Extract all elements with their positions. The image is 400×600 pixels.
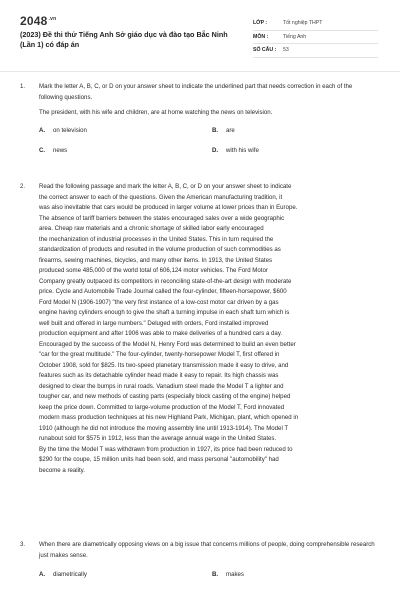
- passage-line: runabout sold for $575 in 1912, less than the average annual wage in the United States.: [39, 435, 277, 442]
- passage-line: Encouraged by the success of the Model N, Henry Ford was determined to build an even better: [39, 340, 296, 348]
- question-number: 1.: [20, 83, 26, 90]
- passage-line: tougher car, and new methods of casting parts (especially block casting of the engine) helped: [39, 393, 291, 400]
- option-d[interactable]: D. with his wife: [212, 146, 259, 154]
- passage-line: 1910 (although he did not introduce the moving assembly line until 1913-1914). The Model T: [39, 424, 289, 432]
- passage-line: engine having cylinders enough to give the shaft a turning impulse in each shaft turn which is: [39, 309, 290, 316]
- passage-line: By the time the Model T was withdrawn from production in 1927, its price had been reduced to: [39, 445, 293, 453]
- page-header: [0, 0, 400, 70]
- passage-line: become a reality.: [39, 466, 85, 474]
- exam-title: (2023) Đề thi thử Tiếng Anh Sở giáo dục và đào tạo Bắc Ninh (Lần 1) có đáp án: [20, 30, 228, 49]
- meta-row-count: [253, 44, 378, 58]
- answer-options: [39, 126, 380, 160]
- passage-line: standardization of products and resulted in the volume production of such commodities as: [39, 246, 281, 253]
- passage-line: was also inevitable that cars would be produced in larger volume at lower prices than in Europe.: [39, 204, 298, 211]
- logo-suffix: .vn: [48, 16, 57, 22]
- passage-line: produced some 485,000 of the world total of 606,124 motor vehicles. The Ford Motor: [39, 267, 268, 274]
- passage-line: keep the price down. Committed to large-volume production of the Model T, Ford innovated: [39, 403, 285, 411]
- meta-value: Tiếng Anh: [283, 33, 307, 40]
- passage-line: firearms, sewing machines, bicycles, and many other items. In 1913, the United States: [39, 256, 273, 264]
- site-logo[interactable]: [20, 14, 56, 28]
- reading-passage: [39, 182, 377, 476]
- passage-line: October 1908, sold for $825. Its two-speed planetary transmission made it easy to drive, and: [39, 361, 289, 369]
- meta-value: 53: [283, 47, 289, 54]
- meta-row-class: [253, 17, 378, 31]
- passage-line: Ford Model N (1906-1907) "the very first instance of a low-cost motor car driven by a gas: [39, 298, 279, 306]
- option-a[interactable]: A. on television: [39, 126, 87, 134]
- passage-line: production equipment and after 1906 was able to make deliveries of a hundred cars a day.: [39, 330, 283, 337]
- passage-line: the correct answer to each of the questions. Given the American manufacturing tradition, it: [39, 193, 283, 201]
- logo-text: 2048: [20, 14, 48, 28]
- meta-label: LỚP :: [253, 20, 268, 27]
- passage-line: features such as its detachable cylinder head made it easy to repair. Its high chassis was: [39, 372, 279, 379]
- question-3: [20, 540, 380, 590]
- passage-line: area. Cheap raw materials and a chronic shortage of skilled labor early encouraged: [39, 225, 264, 232]
- passage-line: The absence of tariff barriers between the states encouraged sales over a wide geographic: [39, 214, 285, 222]
- option-b[interactable]: B. are: [212, 126, 235, 134]
- question-instruction: Mark the letter A, B, C, or D on your answer sheet to indicate the underlined part that needs correction in each of the following questions.: [39, 83, 353, 101]
- passage-line: designed to clear the bumps in rural roads. Vanadium steel made the Model T a lighter and: [39, 382, 284, 390]
- question-sentence: The president, with his wife and children, are at home watching the news on television.: [39, 109, 273, 116]
- exam-meta: [253, 17, 378, 58]
- option-a[interactable]: A. diametrically: [39, 571, 87, 578]
- passage-line: "car for the great multitude." The four-cylinder, twenty-horsepower Model T, first offered in: [39, 351, 280, 358]
- meta-label: SỐ CÂU :: [253, 47, 277, 54]
- passage-line: the mechanization of industrial processes in the United States. This in turn required the: [39, 235, 274, 243]
- meta-label: MÔN :: [253, 33, 269, 40]
- passage-line: modern mass production techniques at his new Highland Park, Michigan, plant, which opened in: [39, 414, 299, 421]
- meta-row-subject: [253, 31, 378, 45]
- question-number: 2.: [20, 183, 26, 190]
- question-sentence: When there are diametrically opposing views on a big issue that concerns millions of people, doing comprehensible research just makes sense.: [39, 541, 375, 559]
- option-b[interactable]: B. makes: [212, 571, 244, 578]
- passage-line: Read the following passage and mark the letter A, B, C, or D on your answer sheet to indicate: [39, 183, 292, 190]
- question-number: 3.: [20, 541, 26, 548]
- passage-line: well built and offered in large numbers." Deluged with orders, Ford installed improved: [39, 319, 269, 327]
- question-text: [39, 540, 377, 561]
- option-c[interactable]: C. news: [39, 146, 68, 154]
- question-text: [39, 82, 377, 119]
- passage-line: $290 for the coupe, 15 million units had been sold, and mass personal "automobility" had: [39, 456, 279, 463]
- answer-options: [39, 570, 380, 590]
- question-1: [20, 82, 380, 160]
- question-2: [20, 182, 380, 476]
- passage-line: Company greatly outpaced its competitors in reconciling state-of-the-art design with moderate: [39, 277, 292, 285]
- meta-value: Tốt nghiệp THPT: [283, 20, 323, 27]
- header-divider: [0, 71, 400, 72]
- passage-line: price. Cycle and Automobile Trade Journal called the four-cylinder, fifteen-horsepower, $600: [39, 288, 287, 295]
